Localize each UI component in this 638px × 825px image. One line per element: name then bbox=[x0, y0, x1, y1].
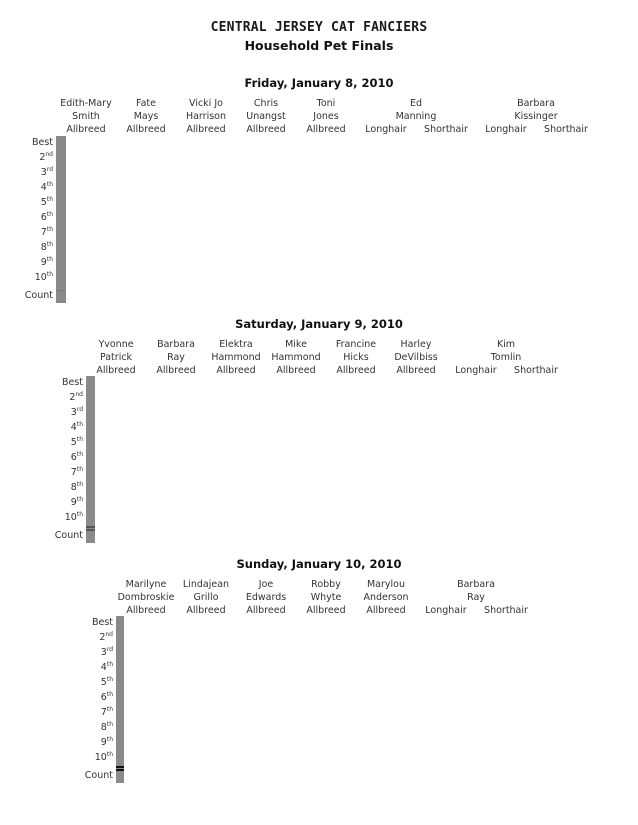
ring-type: Allbreed bbox=[336, 365, 376, 376]
judge-last-name: DeVilbiss bbox=[394, 352, 438, 363]
row-label-count: Count bbox=[84, 770, 113, 781]
ordinal-suffix: th bbox=[76, 451, 83, 458]
judge-name bbox=[236, 97, 296, 123]
entry-cell[interactable] bbox=[123, 722, 124, 737]
judge-first-name: Barbara bbox=[157, 339, 195, 350]
placement-row bbox=[87, 512, 95, 528]
results-grid bbox=[86, 376, 95, 543]
ordinal-suffix: th bbox=[106, 721, 113, 728]
judge-first-name: Barbara bbox=[457, 579, 495, 590]
judge-last-name: Ray bbox=[467, 592, 485, 603]
placement-row bbox=[57, 272, 66, 287]
placement-row bbox=[117, 662, 124, 677]
ring-type: Shorthair bbox=[484, 605, 528, 616]
ring-type: Allbreed bbox=[306, 605, 346, 616]
placement-row bbox=[87, 422, 95, 437]
ring-type: Allbreed bbox=[246, 124, 286, 135]
judge-first-name: Joe bbox=[258, 579, 274, 590]
judge-last-name: Dombroskie bbox=[117, 592, 175, 603]
judge-first-name: Ed bbox=[409, 98, 423, 109]
count-cell[interactable] bbox=[94, 530, 95, 543]
row-labels bbox=[56, 614, 113, 782]
entry-cell[interactable] bbox=[123, 752, 124, 768]
ordinal-suffix: rd bbox=[106, 646, 113, 653]
placement-row bbox=[87, 452, 95, 467]
judge-last-name: Manning bbox=[395, 111, 437, 122]
judge-name bbox=[146, 338, 206, 364]
row-label-place: 2nd bbox=[39, 151, 53, 163]
row-label-place: 8th bbox=[70, 481, 83, 493]
judge-last-name: Edwards bbox=[245, 592, 287, 603]
ordinal-suffix: th bbox=[46, 271, 53, 278]
ring-type: Shorthair bbox=[544, 124, 588, 135]
count-cell[interactable] bbox=[123, 770, 124, 783]
ordinal-suffix: th bbox=[106, 691, 113, 698]
ring-type: Allbreed bbox=[186, 605, 226, 616]
day-title: Sunday, January 10, 2010 bbox=[236, 557, 402, 571]
row-label-place: 2nd bbox=[99, 631, 113, 643]
judge-first-name: Marylou bbox=[366, 579, 406, 590]
judge-first-name: Marilyne bbox=[125, 579, 167, 590]
entry-cell[interactable] bbox=[65, 167, 66, 182]
row-label-place: 7th bbox=[40, 226, 53, 238]
judge-last-name: Ray bbox=[167, 352, 185, 363]
row-label-place: 10th bbox=[94, 751, 113, 763]
ring-type: Allbreed bbox=[66, 124, 106, 135]
ring-type: Allbreed bbox=[276, 365, 316, 376]
judge-first-name: Robby bbox=[311, 579, 341, 590]
entry-cell[interactable] bbox=[123, 617, 124, 632]
ordinal-suffix: th bbox=[76, 511, 83, 518]
ring-type: Allbreed bbox=[216, 365, 256, 376]
placement-row bbox=[87, 437, 95, 452]
judge-name bbox=[476, 97, 596, 123]
judge-name bbox=[446, 338, 566, 364]
judge-last-name: Grillo bbox=[193, 592, 219, 603]
row-label-place: 10th bbox=[64, 511, 83, 523]
judge-name bbox=[296, 97, 356, 123]
judge-first-name: Mike bbox=[285, 339, 307, 350]
row-label-place: 9th bbox=[40, 256, 53, 268]
entry-cell[interactable] bbox=[65, 182, 66, 197]
entry-cell[interactable] bbox=[94, 437, 95, 452]
row-label-place: 9th bbox=[70, 496, 83, 508]
placement-row bbox=[57, 242, 66, 257]
entry-cell[interactable] bbox=[123, 707, 124, 722]
ring-type: Allbreed bbox=[246, 605, 286, 616]
placement-row bbox=[117, 692, 124, 707]
ring-type: Longhair bbox=[455, 365, 497, 376]
ordinal-suffix: th bbox=[106, 736, 113, 743]
placement-row bbox=[57, 197, 66, 212]
judge-first-name: Chris bbox=[253, 98, 279, 109]
ordinal-suffix: th bbox=[46, 256, 53, 263]
entry-cell[interactable] bbox=[94, 452, 95, 467]
judge-name bbox=[206, 338, 266, 364]
judge-name bbox=[356, 578, 416, 604]
judge-last-name: Kissinger bbox=[514, 111, 558, 122]
judge-first-name: Francine bbox=[335, 339, 377, 350]
ordinal-suffix: th bbox=[106, 676, 113, 683]
entry-cell[interactable] bbox=[94, 392, 95, 407]
row-label-place: 8th bbox=[40, 241, 53, 253]
judge-last-name: Unangst bbox=[246, 111, 286, 122]
entry-cell[interactable] bbox=[94, 482, 95, 497]
row-label-place: 5th bbox=[70, 436, 83, 448]
row-label-place: 3rd bbox=[40, 166, 53, 178]
count-cell[interactable] bbox=[65, 291, 66, 303]
entry-cell[interactable] bbox=[65, 152, 66, 167]
ring-type: Longhair bbox=[425, 605, 467, 616]
ordinal-suffix: rd bbox=[76, 406, 83, 413]
judge-name bbox=[116, 97, 176, 123]
ring-type: Allbreed bbox=[96, 365, 136, 376]
row-label-place: 9th bbox=[100, 736, 113, 748]
entry-cell[interactable] bbox=[94, 377, 95, 392]
judge-last-name: Tomlin bbox=[490, 352, 522, 363]
placement-row bbox=[57, 212, 66, 227]
row-label-place: 5th bbox=[40, 196, 53, 208]
entry-cell[interactable] bbox=[123, 677, 124, 692]
entry-cell[interactable] bbox=[123, 632, 124, 647]
placement-row bbox=[57, 152, 66, 167]
ring-type: Allbreed bbox=[306, 124, 346, 135]
judge-first-name: Lindajean bbox=[182, 579, 230, 590]
judge-first-name: Barbara bbox=[517, 98, 555, 109]
entry-cell[interactable] bbox=[123, 692, 124, 707]
ordinal-suffix: rd bbox=[46, 166, 53, 173]
row-label-place: 10th bbox=[34, 271, 53, 283]
judge-name bbox=[116, 578, 176, 604]
placement-row bbox=[117, 677, 124, 692]
row-label-place: 6th bbox=[40, 211, 53, 223]
entry-cell[interactable] bbox=[94, 512, 95, 528]
row-label-place: 4th bbox=[100, 661, 113, 673]
entry-cell[interactable] bbox=[65, 242, 66, 257]
entry-cell[interactable] bbox=[65, 227, 66, 242]
placement-row bbox=[87, 377, 95, 392]
judge-name bbox=[266, 338, 326, 364]
judge-first-name: Yvonne bbox=[98, 339, 134, 350]
judge-first-name: Vicki Jo bbox=[189, 98, 223, 109]
row-label-place: 6th bbox=[70, 451, 83, 463]
day-title: Friday, January 8, 2010 bbox=[244, 76, 394, 90]
row-label-place: 3rd bbox=[100, 646, 113, 658]
ring-type: Shorthair bbox=[424, 124, 468, 135]
row-label-place: 3rd bbox=[70, 406, 83, 418]
count-row bbox=[87, 530, 95, 543]
placement-row bbox=[117, 737, 124, 752]
ordinal-suffix: th bbox=[46, 181, 53, 188]
ring-type: Allbreed bbox=[186, 124, 226, 135]
judge-last-name: Patrick bbox=[99, 352, 133, 363]
placement-row bbox=[117, 752, 124, 768]
row-label-place: 6th bbox=[100, 691, 113, 703]
ordinal-suffix: nd bbox=[45, 151, 53, 158]
row-label-place: 7th bbox=[70, 466, 83, 478]
row-label-best: Best bbox=[31, 137, 53, 148]
row-label-best: Best bbox=[91, 617, 113, 628]
row-label-place: 7th bbox=[100, 706, 113, 718]
row-label-place: 4th bbox=[70, 421, 83, 433]
ring-type: Longhair bbox=[485, 124, 527, 135]
judge-last-name: Hammond bbox=[271, 352, 321, 363]
placement-row bbox=[117, 617, 124, 632]
placement-row bbox=[87, 392, 95, 407]
judge-last-name: Hammond bbox=[211, 352, 261, 363]
ordinal-suffix: th bbox=[46, 226, 53, 233]
judge-first-name: Toni bbox=[316, 98, 336, 109]
judge-last-name: Jones bbox=[313, 111, 339, 122]
judge-first-name: Elektra bbox=[219, 339, 253, 350]
judge-first-name: Fate bbox=[136, 98, 156, 109]
row-label-best: Best bbox=[61, 377, 83, 388]
row-label-place: 4th bbox=[40, 181, 53, 193]
ring-type: Allbreed bbox=[396, 365, 436, 376]
ordinal-suffix: th bbox=[106, 706, 113, 713]
entry-cell[interactable] bbox=[65, 197, 66, 212]
ordinal-suffix: th bbox=[76, 436, 83, 443]
judge-name bbox=[356, 97, 476, 123]
judge-first-name: Kim bbox=[496, 339, 516, 350]
club-title: CENTRAL JERSEY CAT FANCIERS bbox=[210, 20, 428, 35]
entry-cell[interactable] bbox=[65, 212, 66, 227]
row-label-place: 2nd bbox=[69, 391, 83, 403]
row-labels bbox=[26, 374, 83, 542]
count-row bbox=[57, 291, 66, 303]
entry-cell[interactable] bbox=[123, 647, 124, 662]
placement-row bbox=[117, 707, 124, 722]
ring-type: Allbreed bbox=[126, 605, 166, 616]
ordinal-suffix: nd bbox=[105, 631, 113, 638]
day-title: Saturday, January 9, 2010 bbox=[235, 317, 403, 331]
entry-cell[interactable] bbox=[123, 662, 124, 677]
ordinal-suffix: th bbox=[76, 481, 83, 488]
judge-last-name: Smith bbox=[72, 111, 100, 122]
judge-last-name: Anderson bbox=[363, 592, 409, 603]
ring-type: Longhair bbox=[365, 124, 407, 135]
ordinal-suffix: th bbox=[106, 661, 113, 668]
row-label-count: Count bbox=[24, 290, 53, 301]
judge-last-name: Mays bbox=[133, 111, 159, 122]
ring-type: Allbreed bbox=[366, 605, 406, 616]
placement-row bbox=[57, 257, 66, 272]
ordinal-suffix: th bbox=[76, 496, 83, 503]
placement-row bbox=[87, 407, 95, 422]
judge-name bbox=[296, 578, 356, 604]
judge-name bbox=[386, 338, 446, 364]
placement-row bbox=[117, 632, 124, 647]
judge-first-name: Edith-Mary bbox=[60, 98, 112, 109]
judge-name bbox=[416, 578, 536, 604]
placement-row bbox=[87, 467, 95, 482]
document-subtitle: Household Pet Finals bbox=[244, 38, 394, 53]
row-labels bbox=[0, 134, 53, 302]
entry-cell[interactable] bbox=[94, 467, 95, 482]
entry-cell[interactable] bbox=[65, 257, 66, 272]
judge-name bbox=[236, 578, 296, 604]
judge-name bbox=[176, 578, 236, 604]
judge-name bbox=[56, 97, 116, 123]
placement-row bbox=[87, 482, 95, 497]
ordinal-suffix: th bbox=[106, 751, 113, 758]
placement-row bbox=[117, 722, 124, 737]
placement-row bbox=[57, 167, 66, 182]
entry-cell[interactable] bbox=[123, 737, 124, 752]
results-grid bbox=[56, 136, 66, 303]
ordinal-suffix: th bbox=[46, 196, 53, 203]
placement-row bbox=[57, 137, 66, 152]
judge-name bbox=[176, 97, 236, 123]
judge-last-name: Whyte bbox=[310, 592, 342, 603]
judge-last-name: Hicks bbox=[343, 352, 369, 363]
entry-cell[interactable] bbox=[94, 422, 95, 437]
row-label-place: 8th bbox=[100, 721, 113, 733]
judge-name bbox=[86, 338, 146, 364]
placement-row bbox=[57, 227, 66, 242]
count-row bbox=[117, 770, 124, 783]
judge-name bbox=[326, 338, 386, 364]
ring-type: Allbreed bbox=[156, 365, 196, 376]
results-grid bbox=[116, 616, 124, 783]
entry-cell[interactable] bbox=[65, 272, 66, 287]
ordinal-suffix: th bbox=[76, 466, 83, 473]
ring-type: Allbreed bbox=[126, 124, 166, 135]
entry-cell[interactable] bbox=[94, 497, 95, 512]
ordinal-suffix: th bbox=[76, 421, 83, 428]
ordinal-suffix: th bbox=[46, 241, 53, 248]
judge-first-name: Harley bbox=[400, 339, 432, 350]
placement-row bbox=[117, 647, 124, 662]
ring-type: Shorthair bbox=[514, 365, 558, 376]
placement-row bbox=[57, 182, 66, 197]
ordinal-suffix: th bbox=[46, 211, 53, 218]
entry-cell[interactable] bbox=[65, 137, 66, 152]
row-label-count: Count bbox=[54, 530, 83, 541]
judge-last-name: Harrison bbox=[185, 111, 227, 122]
row-label-place: 5th bbox=[100, 676, 113, 688]
placement-row bbox=[87, 497, 95, 512]
entry-cell[interactable] bbox=[94, 407, 95, 422]
ordinal-suffix: nd bbox=[75, 391, 83, 398]
